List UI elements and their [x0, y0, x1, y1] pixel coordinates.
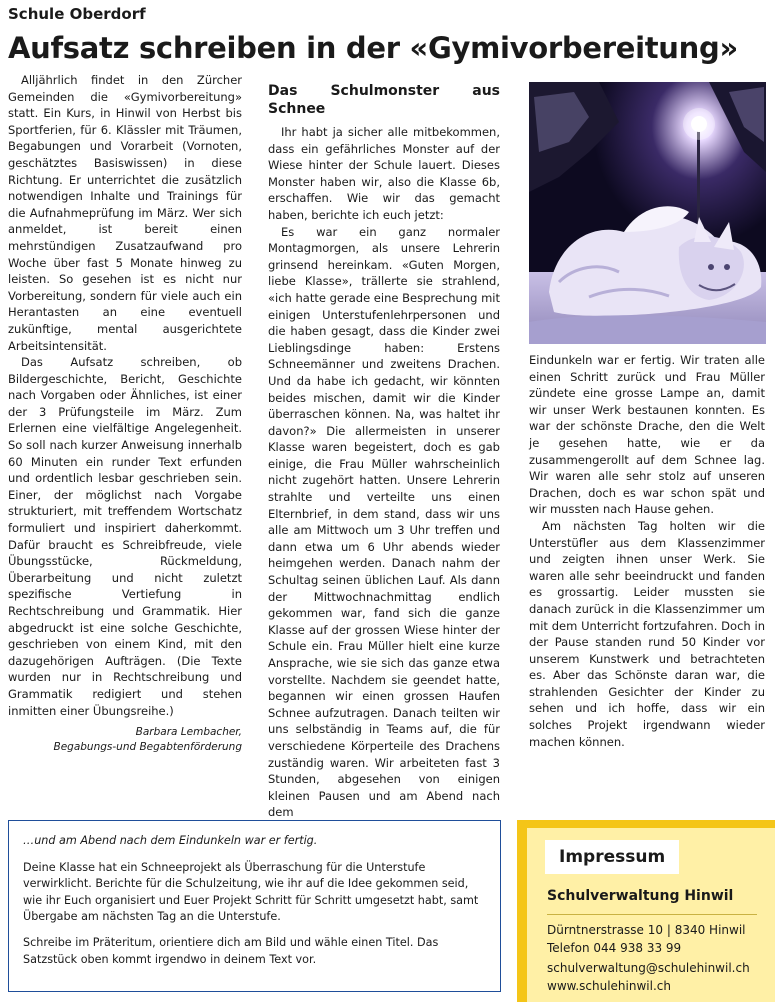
story-column-1 [268, 82, 500, 821]
section-kicker: Schule Oberdorf [8, 5, 146, 23]
story-title: Das Schulmonster aus Schnee [268, 83, 500, 117]
story-column-2 [529, 352, 765, 750]
article-headline: Aufsatz schreiben in der «Gymivorbereitung» [8, 31, 738, 65]
story-paragraph: Es war ein ganz normaler Montagmorgen, als unsere Lehrerin grinsend hereinkam. «Guten Morgen, liebe Klasse», trällerte sie strahlend, «ich hatte gerade eine Besprechung mit einigen Unterstufenlehrpersonen und die haben gesagt, dass die Kinder zwei Lieblingsdinge haben: Erstens Schneemänner und zweitens Drachen. Und da habe ich gedacht, wir könnten beides mischen, damit wir die Kinder überraschen können. Na, was haltet ihr davon?» Die allermeisten in unserer Klasse waren begeistert, doch es gab einige, die Frau Müller wahrscheinlich nicht zugehört hatten. Unsere Lehrerin strahlte und verteilte uns einen Elternbrief, in dem stand, dass wir uns alle am Mittwoch um 3 Uhr treffen und dann etwa um 6 Uhr abends wieder heimgehen werden. Danach nahm der Schultag seinen üblichen Lauf. Als dann der Mittwochnachmittag endlich gekommen war, fand sich die ganze Klasse auf der grossen Wiese hinter der Schule ein. Frau Müller hielt eine kurze Ansprache, wie sie sich das ganze etwa vorstellte. Nachdem sie geendet hatte, begannen wir einen grossen Haufen Schnee aufzutragen. Danach teilten wir uns selbständig in Teams auf, die für verschiedene Körperteile des Drachens zuständig waren. Wir arbeiteten fast 3 Stunden, abgesehen von einigen kleinen Pausen und am Abend nach dem [268, 224, 500, 820]
impressum-top-band [517, 820, 775, 828]
impressum-address: Dürntnerstrasse 10 | 8340 Hinwil [547, 923, 746, 937]
impressum-divider [547, 914, 757, 915]
impressum-email-link[interactable]: schulverwaltung@schulehinwil.ch [547, 961, 750, 975]
writing-task-box [8, 820, 501, 992]
author-signature [8, 725, 242, 755]
intro-column [8, 72, 242, 755]
task-paragraph: Deine Klasse hat ein Schneeprojekt als Überraschung für die Unterstufe verwirklicht. Berichte für die Schulzeitung, wie ihr auf die Idee gekommen seid, wie ihr Euch organisiert und Euer Projekt Schritt für Schritt umgesetzt habt, samt Übergabe am nächsten Tag an die Unterstufe. [23, 860, 479, 924]
impressum-side-band [517, 820, 527, 1002]
story-paragraph: Ihr habt ja sicher alle mitbekommen, dass ein gefährliches Monster auf der Wiese hinter der Schule lauert. Dieses Monster haben wir, also die Klasse 6b, erschaffen. Wie wir das gemacht haben, berichte ich euch jetzt: [268, 125, 500, 222]
task-paragraph: Schreibe im Präteritum, orientiere dich am Bild und wähle einen Titel. Das Satzstück oben kommt irgendwo in deinem Text vor. [23, 935, 439, 966]
impressum-organization: Schulverwaltung Hinwil [547, 888, 734, 904]
impressum-box [517, 820, 775, 1002]
snow-dragon-illustration [529, 82, 766, 344]
task-lead: …und am Abend nach dem Eindunkeln war er fertig. [23, 834, 318, 847]
intro-paragraph: Alljährlich findet in den Zürcher Gemeinden die «Gymivorbereitung» statt. Ein Kurs, in Hinwil von Herbst bis Sportferien, für 6. Klässler mit Träumen, Begabungen und Vorarbeit (Vornoten, geschätztes Basiswissen) in diese Richtung. Er unterrichtet die zusätzlich notwendigen Inhalte und Trainings für die Aufnahmeprüfung im März. Wer sich anmeldet, ist bereit einen mehrstündigen Zusatzaufwand pro Woche über fast 5 Monate hinweg zu leisten. So gesehen ist es nicht nur Vorbereitung, sondern für viele auch ein Herantasten an eine eventuell zukünftige, mental ausgerichtete Arbeitsintensität. [8, 73, 242, 353]
snow-dragon-photo [529, 82, 766, 344]
author-name: Barbara Lembacher, [135, 726, 242, 739]
impressum-title: Impressum [545, 840, 679, 874]
intro-paragraph: Das Aufsatz schreiben, ob Bildergeschichte, Bericht, Geschichte nach Vorgaben oder Ähnliches, ist einer der 3 Prüfungsteile im März. Zum Erlernen eine vielfältige Angelegenheit. So soll nach kurzer Anweisung innerhalb 60 Minuten ein runder Text erfunden und ordentlich lesbar geschrieben sein. Einer, der möglichst nach Vorgabe strukturiert, mit treffendem Wortschatz formuliert und inspiriert daherkommt. Dafür braucht es Schreibfreude, viele Übungsstücke, Rückmeldung, Überarbeitung und nicht zuletzt spezifische Vertiefung in Rechtschreibung und Grammatik. Hier abgedruckt ist eine solche Geschichte, geschrieben von einem Kind, mit den dazugehörigen Aufträgen. (Die Texte wurden nur in Rechtschreibung und Grammatik redigiert und stehen inmitten einer Übungsreihe.) [8, 355, 242, 718]
impressum-phone: Telefon 044 938 33 99 [547, 941, 682, 955]
author-role: Begabungs-und Begabtenförderung [53, 741, 242, 754]
story-paragraph: Am nächsten Tag holten wir die Unterstüfler aus dem Klassenzimmer und zeigten ihnen unser Werk. Sie waren alle sehr beeindruckt und fanden es grossartig. Leider mussten sie danach zurück in die Klassenzimmer um mit dem Unterricht fortzufahren. Doch in der Pause standen rund 50 Kinder vor unserem Kunstwerk und betrachteten es. Aber das Schönste daran war, die strahlenden Gesichter der Kinder zu sehen und ich hoffe, dass wir ein solches Projekt irgendwann wieder machen können. [529, 518, 765, 749]
impressum-website-link[interactable]: www.schulehinwil.ch [547, 979, 671, 993]
story-paragraph: Eindunkeln war er fertig. Wir traten alle einen Schritt zurück und Frau Müller zündete eine grosse Lampe an, damit wir unser Werk bestaunen konnten. Es war der schönste Drache, den die Welt je gesehen hatte, wie er da zusammengerollt auf dem Schnee lag. Wir waren alle sehr stolz auf unseren Drachen, doch es war schon spät und wir mussten nach Hause gehen. [529, 353, 765, 517]
